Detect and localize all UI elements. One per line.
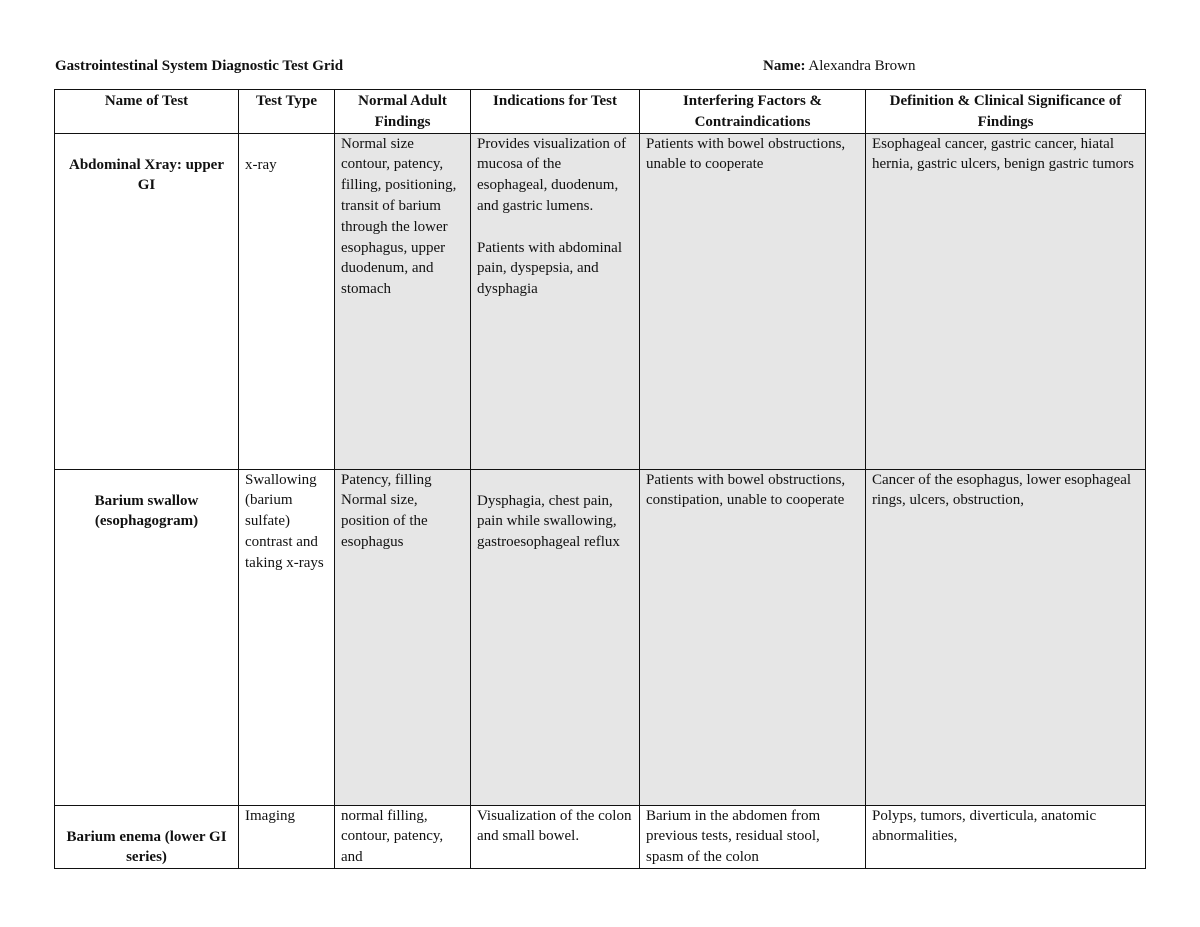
test-type-cell — [239, 133, 335, 469]
indications-cell — [471, 133, 640, 469]
interfering-factors-cell: Barium in the abdomen from previous tests, residual stool, spasm of the colon — [640, 805, 866, 869]
col-header-name-of-test: Name of Test — [55, 90, 239, 134]
normal-findings-cell: Patency, filling Normal size, position of the esophagus — [335, 469, 471, 805]
clinical-significance-cell: Esophageal cancer, gastric cancer, hiatal hernia, gastric ulcers, benign gastric tumors — [866, 133, 1146, 469]
test-name: Abdominal Xray: upper GI — [68, 156, 225, 194]
table-row — [55, 805, 1146, 869]
indications-cell: Visualization of the colon and small bowel. — [471, 805, 640, 869]
col-header-interfering-factors: Interfering Factors & Contraindications — [640, 90, 866, 134]
clinical-significance-cell: Polyps, tumors, diverticula, anatomic abnormalities, — [866, 805, 1146, 869]
header-row — [55, 90, 1146, 134]
test-name-cell — [55, 469, 239, 805]
col-header-test-type: Test Type — [239, 90, 335, 134]
name-value: Alexandra Brown — [808, 58, 916, 74]
test-type-cell: Swallowing (barium sulfate) contrast and taking x-rays — [239, 469, 335, 805]
student-name — [763, 56, 915, 76]
test-name-cell — [55, 805, 239, 869]
diagnostic-test-grid — [54, 89, 1146, 869]
clinical-significance-cell: Cancer of the esophagus, lower esophageal rings, ulcers, obstruction, — [866, 469, 1146, 805]
interfering-factors-cell: Patients with bowel obstructions, unable to cooperate — [640, 133, 866, 469]
indications-cell — [471, 469, 640, 805]
indications-paragraph: Patients with abdominal pain, dyspepsia, and dysphagia — [477, 239, 622, 298]
test-name-cell — [55, 133, 239, 469]
normal-findings-cell: normal filling, contour, patency, and — [335, 805, 471, 869]
title-text: Gastrointestinal System Diagnostic Test Grid — [55, 58, 344, 74]
interfering-factors-cell: Patients with bowel obstructions, constipation, unable to cooperate — [640, 469, 866, 805]
test-type: x-ray — [245, 156, 277, 173]
test-type-cell: Imaging — [239, 805, 335, 869]
indications-paragraph: Dysphagia, chest pain, pain while swallowing, gastroesophageal reflux — [477, 492, 620, 551]
test-name: Barium enema (lower GI series) — [66, 828, 227, 866]
name-label: Name: — [763, 58, 806, 74]
normal-findings-cell: Normal size contour, patency, filling, positioning, transit of barium through the lower esophagus, upper duodenum, and stomach — [335, 133, 471, 469]
col-header-clinical-significance: Definition & Clinical Significance of Findings — [866, 90, 1146, 134]
test-name: Barium swallow (esophagogram) — [94, 492, 199, 530]
col-header-indications: Indications for Test — [471, 90, 640, 134]
table-row — [55, 133, 1146, 469]
document-title — [55, 56, 343, 76]
table-row — [55, 469, 1146, 805]
col-header-normal-findings: Normal Adult Findings — [335, 90, 471, 134]
indications-paragraph: Provides visualization of mucosa of the esophageal, duodenum, and gastric lumens. — [477, 135, 627, 214]
